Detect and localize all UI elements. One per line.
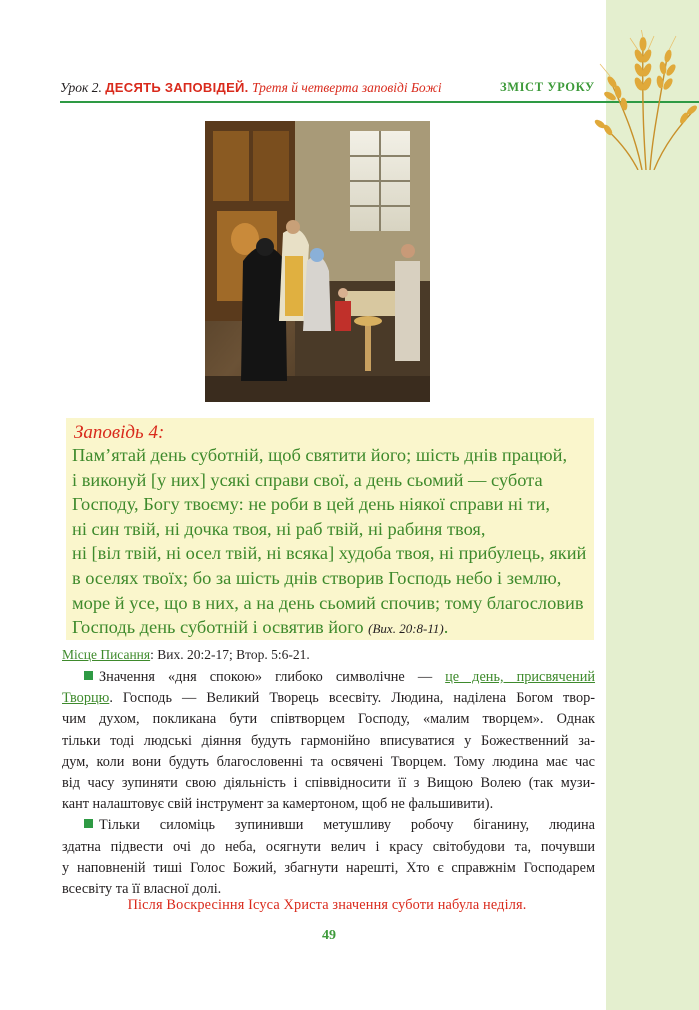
paragraph-line: здатна підвести очі до неба, осягнути велич і красу світобудови та, почувши — [62, 838, 595, 855]
lesson-number: Урок 2. — [60, 80, 102, 95]
paragraph-line — [62, 667, 595, 688]
wheat-icon — [588, 30, 699, 170]
paragraph-text: Тільки силоміць зупинивши метушливу робочу біганину, людина — [99, 817, 595, 834]
paragraph-line — [62, 688, 595, 709]
running-header — [60, 80, 442, 96]
paragraph-line — [62, 815, 595, 836]
paragraph-line: всесвіту та її власної долі. — [62, 881, 222, 898]
lesson-subtitle: Третя й четверта заповіді Божі — [251, 80, 442, 95]
commandment-end: . — [443, 617, 449, 638]
commandment-line: Господу, Богу твоєму: не роби в цей день ніякої справи ні ти, — [72, 494, 551, 515]
bullet-square-icon — [84, 671, 93, 680]
body-text — [62, 667, 595, 900]
scripture-place-link[interactable]: Місце Писання — [62, 647, 151, 662]
commandment-line: і виконуй [у них] усякі справи свої, а день сьомий — субота — [72, 469, 543, 490]
paragraph-text: Значення «дня спокою» глибоко символічне — — [99, 669, 446, 685]
paragraph-line: дум, коли вони будуть благословенні та освячені Творцем. Тому людина має час — [62, 753, 595, 770]
commandment-text — [72, 443, 596, 642]
commandment-line-last — [72, 615, 596, 642]
creator-day-link[interactable]: це день, присвячений — [445, 669, 596, 685]
paragraph-line: тільки тоді людські діяння будуть гармонійно вписуватися у Божественний за- — [62, 732, 595, 749]
toc-label: ЗМІСТ УРОКУ — [500, 80, 595, 94]
paragraph-line: у наповненій тиші Голос Божий, збагнути нарешті, Хто є справжнім Господарем — [62, 859, 595, 876]
scripture-reference: (Вих. 20:8-11) — [368, 621, 444, 637]
creator-link[interactable]: Творцю — [62, 690, 110, 707]
bullet-square-icon — [84, 819, 93, 828]
church-painting — [205, 121, 430, 402]
closing-statement: Після Воскресіння Ісуса Христа значення суботи набула неділя. — [127, 897, 527, 913]
commandment-line: море й усе, що в них, а на день сьомий спочив; тому благословив — [72, 592, 584, 613]
commandment-line: ні [віл твій, ні осел твій, ні всяка] худоба твоя, ні прибулець, який — [72, 543, 587, 564]
scripture-refs: : Вих. 20:2-17; Втор. 5:6-21. — [150, 647, 310, 662]
paragraph-line: від часу зупиняти свою діяльність і співвідносити її з Вищою Волею (так музи- — [62, 775, 595, 792]
commandment-line: в оселях твоїх; бо за шість днів створив Господь небо і землю, — [72, 567, 562, 588]
paragraph-line: кант налаштовує свій інструмент за камертоном, щоб не фальшивити). — [62, 796, 494, 813]
paragraph-line: чим духом, покликана бути співтворцем Господу, «малим творцем». Однак — [62, 711, 595, 728]
paragraph-text: . Господь — Великий Творець всесвіту. Людина, наділена Богом твор- — [109, 690, 595, 707]
commandment-line: Пам’ятай день суботній, щоб святити його; шість днів працюй, — [72, 445, 568, 465]
lesson-title: ДЕСЯТЬ ЗАПОВІДЕЙ. — [105, 80, 249, 95]
commandment-line-text: Господь день суботній і освятив його — [72, 617, 364, 638]
page-number: 49 — [322, 928, 336, 943]
commandment-line: ні син твій, ні дочка твоя, ні раб твій, ні рабиня твоя, — [72, 518, 486, 539]
scripture-place — [62, 647, 310, 663]
commandment-label: Заповідь 4: — [74, 422, 165, 443]
